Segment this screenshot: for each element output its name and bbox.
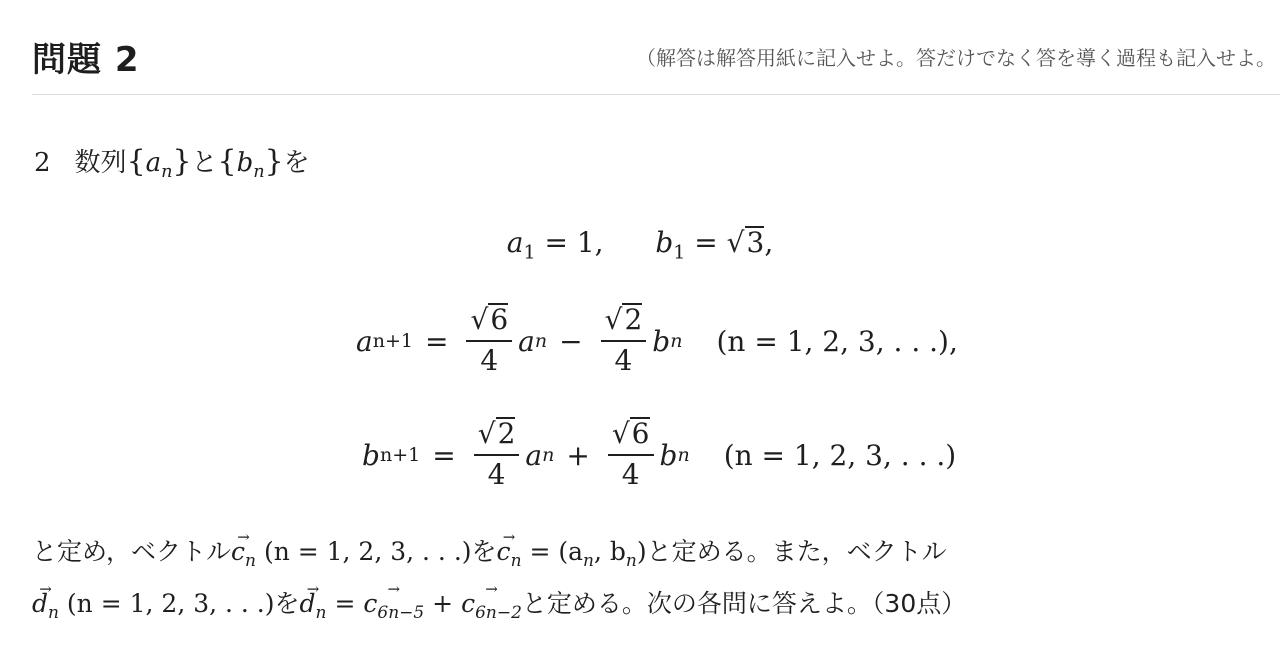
range-note: (n = 1, 2, 3, . . .) xyxy=(723,438,957,472)
problem-title: 問題 2 xyxy=(32,40,140,80)
brace-open: { xyxy=(217,144,237,179)
intro-text: 数列 xyxy=(74,148,127,178)
problem-header xyxy=(32,28,1280,94)
recurrence-a: a n+1 = $\frac{√6}{4}$ a n − $\frac{√2}{4}$ b n (n = 1, 2, 3, . . .), xyxy=(356,296,958,386)
b1-symbol: b xyxy=(655,226,674,259)
seq-a-sub: n xyxy=(161,162,173,183)
vector-d: → $d_n$ xyxy=(32,589,59,623)
sqrt3: √3 xyxy=(726,226,765,259)
recurrence-b: b n+1 = $\frac{√2}{4}$ a n + $\frac{√6}{4}$ b n (n = 1, 2, 3, . . .) xyxy=(362,410,956,500)
fraction-sqrt6-4: $\frac{√6}{4}$ xyxy=(608,416,654,494)
vector-c-6n-2: → $c_{6n-2}$ xyxy=(461,589,522,623)
range-note: (n = 1, 2, 3, . . .), xyxy=(716,324,958,358)
vector-c-6n-5: → $c_{6n-5}$ xyxy=(363,589,424,623)
intro-line xyxy=(34,142,310,182)
intro-wo: を xyxy=(283,148,310,178)
header-divider xyxy=(32,94,1280,95)
seq-b-sub: n xyxy=(253,162,265,183)
initial-conditions: $a_1 = 1$, $b_1 = √3$, xyxy=(506,226,774,264)
brace-close: } xyxy=(172,144,192,179)
fraction-sqrt6-4: $\frac{√6}{4}$ xyxy=(466,302,512,380)
b1-sub: 1 xyxy=(673,241,686,264)
b1-equals: = xyxy=(694,226,718,259)
vector-d: → $d_n$ xyxy=(300,589,327,623)
brace-open: { xyxy=(126,144,146,179)
brace-close: } xyxy=(264,144,284,179)
fraction-sqrt2-4: $\frac{√2}{4}$ xyxy=(601,302,647,380)
seq-b: b xyxy=(236,148,254,178)
intro-and: と xyxy=(191,148,218,178)
a1-sub: 1 xyxy=(523,241,536,264)
vector-c: → $c_n$ xyxy=(497,537,522,571)
vector-c: → $c_n$ xyxy=(231,537,256,571)
a1-value: = 1, xyxy=(544,226,604,259)
a1-symbol: a xyxy=(506,226,524,259)
seq-a: a xyxy=(145,148,162,178)
definition-line-1: と定め，ベクトル→ $c_n$ (n = 1, 2, 3, . . .)を→ $c_n = (a_n$, $b_n$)と定める。また，ベクトル xyxy=(32,532,947,571)
instruction-note: （解答は解答用紙に記入せよ。答だけでなく答を導く過程も記入せよ。 xyxy=(636,46,1276,70)
question-number: 2 xyxy=(34,148,51,178)
definition-line-2: → $d_n$ (n = 1, 2, 3, . . .)を→ $d_n$ = → $c_{6n-5}$ + → $c_{6n-2}$と定める。次の各問に答えよ。（30点） xyxy=(32,584,966,623)
fraction-sqrt2-4: $\frac{√2}{4}$ xyxy=(474,416,520,494)
points-note: （30点） xyxy=(871,589,967,618)
